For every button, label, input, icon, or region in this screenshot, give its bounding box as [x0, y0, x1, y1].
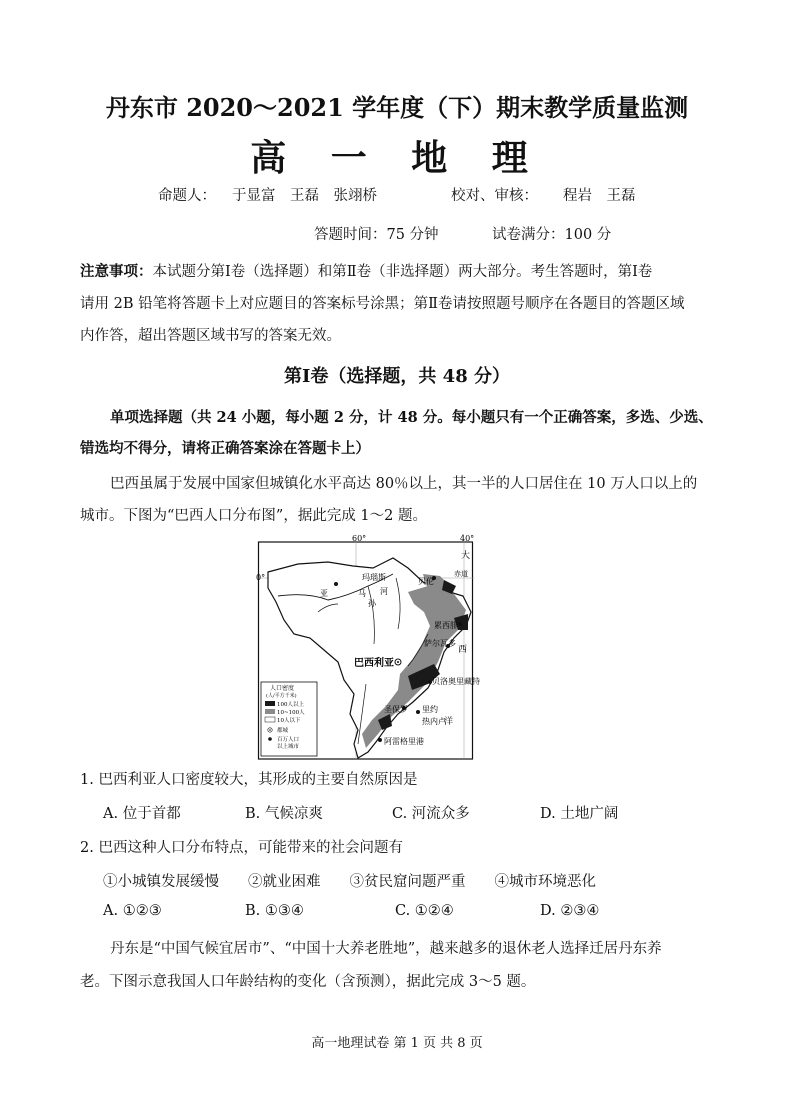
passage1-line-1: 巴西虽属于发展中国家但城镇化水平高达 80％以上，其一半的人口居住在 10 万人口以上的: [110, 476, 698, 492]
q2-option-a: A. ①②③: [103, 903, 162, 919]
q2-option-b: B. ①③④: [245, 903, 304, 919]
lon-40-label: 40°: [460, 534, 475, 543]
q1-option-b: B. 气候凉爽: [245, 806, 323, 822]
legend-capital: 都城: [277, 728, 289, 734]
q2-option-c: C. ①②④: [395, 903, 454, 919]
legend-title: 人口密度: [270, 685, 295, 692]
section-instr-1: 单项选择题（共 24 小题，每小题 2 分，计 48 分。每小题只有一个正确答案，多选、少选、: [110, 409, 713, 426]
page-footer: 高一地理试卷 第 1 页 共 8 页: [311, 1036, 483, 1051]
city-belo-horizonte: 贝洛奥里藏特: [432, 677, 480, 686]
passage1-line-2: 城市。下图为“巴西人口分布图”，据此完成 1～2 题。: [80, 508, 427, 524]
ocean-label-3: 洋: [444, 717, 454, 727]
q1-option-a: A. 位于首都: [103, 806, 181, 822]
ocean-label-1: 大: [461, 551, 471, 561]
legend-dense: 100人以上: [277, 702, 304, 708]
section-title: 第Ⅰ卷（选择题，共 48 分）: [283, 366, 510, 387]
section-instr-2: 错选均不得分，请将正确答案涂在答题卡上）: [80, 440, 370, 457]
authors-label: 命题人：: [158, 188, 216, 204]
river-label-3: 孙: [368, 599, 376, 608]
equator-label: 赤道: [454, 570, 468, 578]
lon-60-label: 60°: [352, 534, 367, 543]
river-label-1: 亚: [320, 589, 328, 598]
city-manaus: 玛瑙斯: [362, 573, 386, 582]
legend-bigcity-1: 百万人口: [277, 737, 300, 743]
authors: 于显富 王磊 张翊桥: [232, 188, 377, 204]
city-porto-alegre: 阿雷格里港: [384, 737, 424, 746]
legend-medium: 10~100人: [277, 710, 305, 716]
passage2-line-2: 老。下图示意我国人口年龄结构的变化（含预测），据此完成 3～5 题。: [80, 974, 536, 990]
notice-label: 注意事项：: [80, 263, 153, 280]
passage2-line-1: 丹东是“中国气候宜居市”、“中国十大养老胜地”，越来越多的退休老人选择迁居丹东养: [110, 941, 662, 957]
city-sao-paulo: 圣保罗: [384, 705, 408, 714]
notice-line-2: 请用 2B 铅笔将答题卡上对应题目的答案标号涂黑；第Ⅱ卷请按照题号顺序在各题目的答题区域: [80, 296, 685, 312]
q1-stem: 1. 巴西利亚人口密度较大，其形成的主要自然原因是: [80, 772, 418, 788]
city-brasilia: 巴西利亚: [354, 658, 394, 669]
q2-stem: 2. 巴西这种人口分布特点，可能带来的社会问题有: [80, 840, 403, 856]
q1-option-d: D. 土地广阔: [540, 806, 619, 822]
map-legend: [261, 682, 317, 756]
q1-option-c: C. 河流众多: [392, 806, 470, 822]
city-salvador: 萨尔瓦多: [424, 639, 456, 648]
notice-text-1: 本试题分第Ⅰ卷（选择题）和第Ⅱ卷（非选择题）两大部分。考生答题时，第Ⅰ卷: [152, 264, 653, 280]
city-rio: 里约: [422, 705, 438, 714]
city-belem: 贝伦: [418, 577, 434, 586]
subject-title: 高 一 地 理: [250, 137, 544, 179]
reviewers: 程岩 王磊: [563, 188, 636, 204]
q2-statements: ①小城镇发展缓慢 ②就业困难 ③贫民窟问题严重 ④城市环境恶化: [103, 874, 596, 890]
q2-option-d: D. ②③④: [540, 903, 600, 919]
exam-title: 丹东市 2020～2021 学年度（下）期末教学质量监测: [105, 93, 689, 122]
legend-sparse: 10人以下: [277, 718, 301, 724]
river-label-2: 马: [358, 589, 366, 598]
brazil-population-map: [256, 534, 480, 760]
city-rio-2: 热内卢: [422, 717, 446, 726]
exam-time: 答题时间：75 分钟: [314, 227, 439, 243]
city-recife: 累西腓: [434, 621, 458, 630]
ocean-label-2: 西: [458, 645, 468, 655]
notice-line-1: [80, 260, 652, 281]
exam-score: 试卷满分：100 分: [492, 227, 612, 243]
lat-0-label: 0°: [256, 573, 266, 582]
review-label: 校对、审核：: [451, 188, 538, 204]
legend-bigcity-2: 以上城市: [277, 744, 300, 750]
river-label-4: 河: [380, 587, 388, 596]
legend-unit: (人/平方千米): [266, 693, 297, 699]
notice-line-3: 内作答，超出答题区域书写的答案无效。: [80, 328, 341, 344]
